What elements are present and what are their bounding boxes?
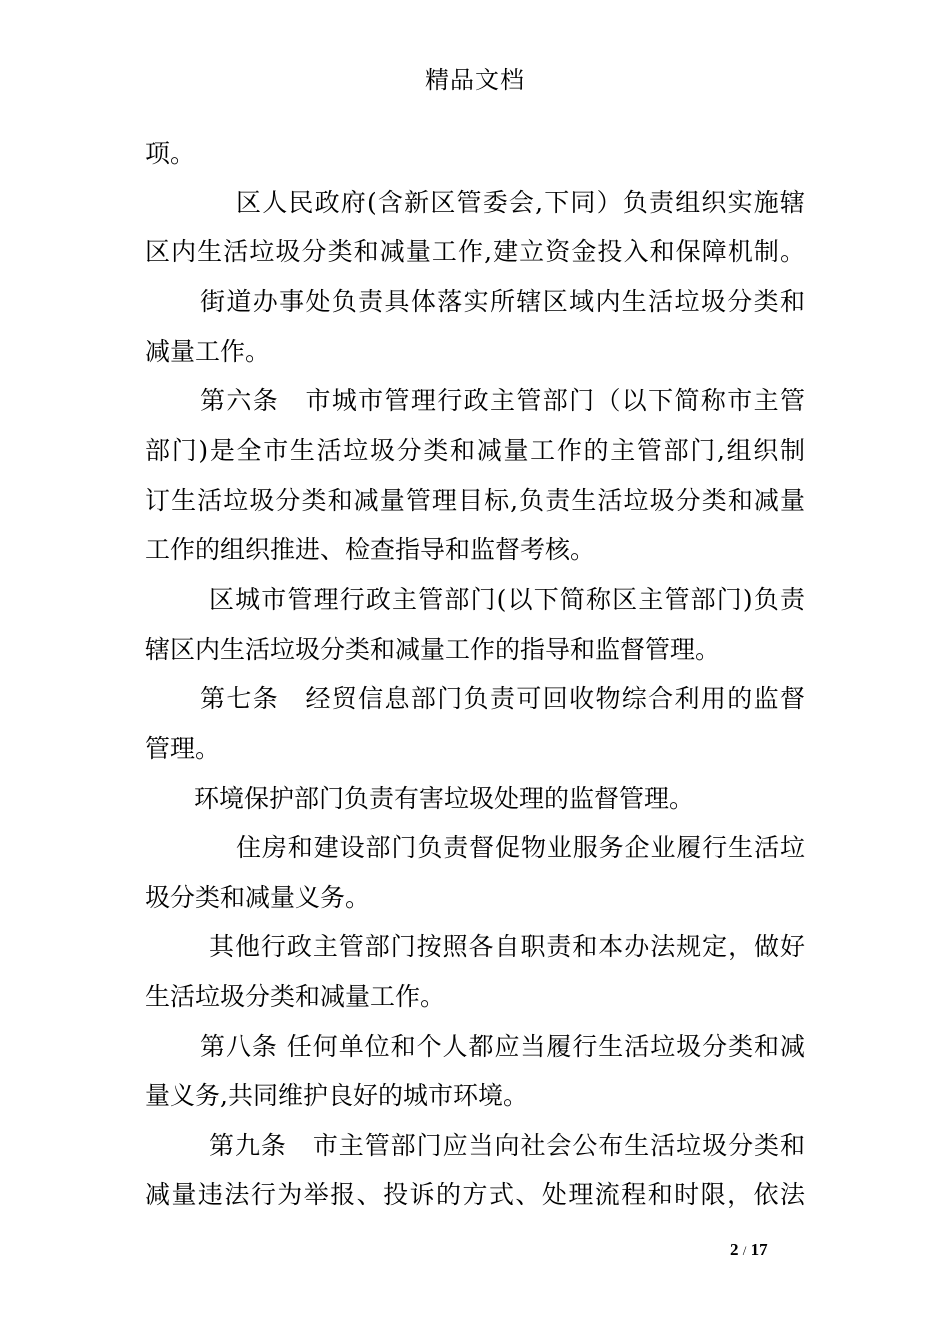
text-line: 住房和建设部门负责督促物业服务企业履行生活垃 (236, 833, 805, 862)
text-line: 第八条 任何单位和个人都应当履行生活垃圾分类和减 (200, 1032, 805, 1061)
text-line: 减量违法行为举报、投诉的方式、处理流程和时限，依法 (145, 1180, 805, 1209)
text-line: 管理。 (145, 734, 221, 763)
text-line: 街道办事处负责具体落实所辖区域内生活垃圾分类和 (200, 287, 805, 316)
text-line: 第九条 市主管部门应当向社会公布生活垃圾分类和 (209, 1131, 805, 1160)
page-separator: / (742, 1243, 747, 1258)
text-line: 工作的组织推进、检查指导和监督考核。 (145, 535, 596, 564)
text-line: 第六条 市城市管理行政主管部门（以下简称市主管 (200, 386, 805, 415)
current-page: 2 (730, 1240, 739, 1259)
text-line: 生活垃圾分类和减量工作。 (145, 982, 446, 1011)
text-line: 辖区内生活垃圾分类和减量工作的指导和监督管理。 (145, 635, 721, 664)
page-header: 精品文档 (425, 66, 525, 94)
text-line: 区内生活垃圾分类和减量工作,建立资金投入和保障机制。 (145, 237, 805, 266)
text-line: 部门)是全市生活垃圾分类和减量工作的主管部门,组织制 (145, 436, 805, 465)
text-line: 环境保护部门负责有害垃圾处理的监督管理。 (194, 784, 695, 813)
text-line: 订生活垃圾分类和减量管理目标,负责生活垃圾分类和减量 (145, 486, 805, 515)
text-line: 圾分类和减量义务。 (145, 883, 371, 912)
page-number (730, 1238, 768, 1263)
total-pages: 17 (750, 1240, 768, 1259)
text-line: 减量工作。 (145, 337, 271, 366)
text-line: 其他行政主管部门按照各自职责和本办法规定，做好 (209, 932, 805, 961)
text-line: 第七条 经贸信息部门负责可回收物综合利用的监督 (200, 684, 805, 713)
text-line: 项。 (145, 139, 196, 168)
text-line: 区人民政府(含新区管委会,下同）负责组织实施辖 (236, 188, 805, 217)
text-line: 量义务,共同维护良好的城市环境。 (145, 1081, 528, 1110)
text-line: 区城市管理行政主管部门(以下简称区主管部门)负责 (209, 585, 805, 614)
